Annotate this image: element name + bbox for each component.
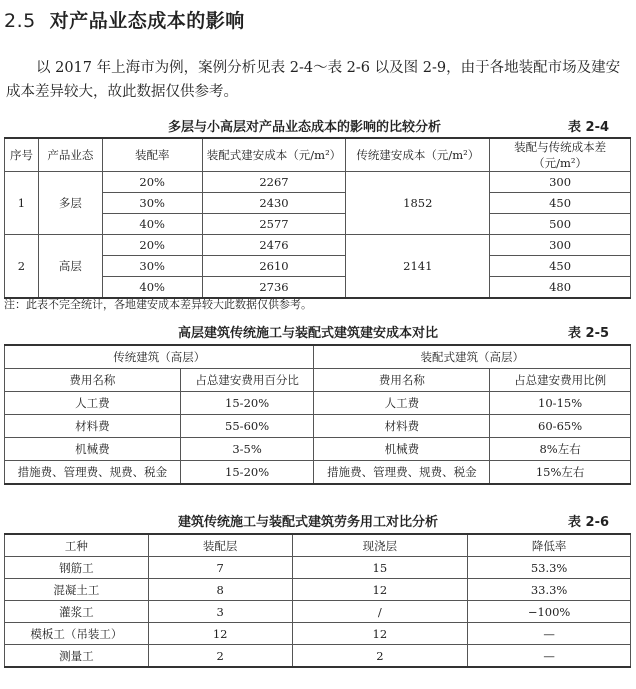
t3-cell: 测量工 — [5, 645, 149, 668]
table-row — [5, 438, 631, 461]
t1-traditional: 1852 — [346, 172, 490, 235]
t2-cell: 机械费 — [314, 438, 490, 461]
t3-cell: 2 — [148, 645, 292, 668]
table-row — [5, 645, 631, 668]
t3-cell: 12 — [148, 623, 292, 645]
table-row — [5, 235, 631, 256]
t1-cost: 2476 — [202, 235, 346, 256]
t1-type: 高层 — [38, 235, 102, 299]
t1-diff: 450 — [490, 193, 631, 214]
t2-cell: 15%左右 — [490, 461, 631, 485]
t2-group-header: 传统建筑（高层） — [5, 345, 314, 369]
t1-diff: 500 — [490, 214, 631, 235]
t2-cell: 8%左右 — [490, 438, 631, 461]
t1-header: 装配与传统成本差（元/m²） — [490, 138, 631, 172]
table-2-6 — [4, 533, 631, 668]
table-row — [5, 172, 631, 193]
t2-cell: 材料费 — [5, 415, 181, 438]
t3-cell: 2 — [292, 645, 468, 668]
t3-cell: 12 — [292, 623, 468, 645]
table1-note: 注：此表不完全统计，各地建安成本差异较大此数据仅供参考。 — [4, 298, 312, 311]
table-row — [5, 461, 631, 485]
t2-header: 费用名称 — [5, 369, 181, 392]
t3-cell: 模板工（吊装工） — [5, 623, 149, 645]
t3-cell: — — [468, 645, 631, 668]
table-row — [5, 392, 631, 415]
t3-cell: 15 — [292, 557, 468, 579]
table2-caption: 高层建筑传统施工与装配式建筑建安成本对比 — [178, 326, 439, 341]
t2-cell: 人工费 — [314, 392, 490, 415]
table-row — [5, 579, 631, 601]
t2-group-header: 装配式建筑（高层） — [314, 345, 631, 369]
t2-cell: 措施费、管理费、规费、税金 — [314, 461, 490, 485]
t3-header: 装配层 — [148, 534, 292, 557]
t1-header: 产品业态 — [38, 138, 102, 172]
section-number: 2.5 — [4, 10, 36, 32]
section-title: 对产品业态成本的影响 — [49, 10, 245, 32]
t2-cell: 人工费 — [5, 392, 181, 415]
t2-header: 占总建安费用比例 — [490, 369, 631, 392]
t3-cell: 混凝土工 — [5, 579, 149, 601]
table3-number: 表 2-6 — [568, 515, 610, 530]
t1-cost: 2736 — [202, 277, 346, 299]
t1-diff: 300 — [490, 172, 631, 193]
t1-diff: 300 — [490, 235, 631, 256]
t3-cell: 12 — [292, 579, 468, 601]
t1-traditional: 2141 — [346, 235, 490, 299]
t3-cell: 灌浆工 — [5, 601, 149, 623]
t3-header: 现浇层 — [292, 534, 468, 557]
t1-diff: 450 — [490, 256, 631, 277]
intro-paragraph: 以 2017 年上海市为例，案例分析见表 2-4～表 2-6 以及图 2-9，由于各地装配市场及建安成本差异较大，故此数据仅供参考。 — [6, 60, 621, 100]
t3-header: 工种 — [5, 534, 149, 557]
t1-header: 装配式建安成本（元/m²） — [202, 138, 346, 172]
t2-cell: 3-5% — [180, 438, 314, 461]
t2-cell: 材料费 — [314, 415, 490, 438]
t1-index: 2 — [5, 235, 39, 299]
t2-cell: 机械费 — [5, 438, 181, 461]
t2-cell: 60-65% — [490, 415, 631, 438]
t1-rate: 30% — [102, 193, 202, 214]
t1-cost: 2577 — [202, 214, 346, 235]
t3-cell: 8 — [148, 579, 292, 601]
t1-cost: 2610 — [202, 256, 346, 277]
t3-cell: 7 — [148, 557, 292, 579]
t1-type: 多层 — [38, 172, 102, 235]
t1-rate: 30% — [102, 256, 202, 277]
t3-cell: −100% — [468, 601, 631, 623]
table-row — [5, 601, 631, 623]
t3-cell: / — [292, 601, 468, 623]
table3-caption: 建筑传统施工与装配式建筑劳务用工对比分析 — [178, 515, 439, 530]
t2-header: 占总建安费用百分比 — [180, 369, 314, 392]
t2-cell: 15-20% — [180, 461, 314, 485]
t2-cell: 措施费、管理费、规费、税金 — [5, 461, 181, 485]
table1-number: 表 2-4 — [568, 120, 610, 135]
table-row — [5, 415, 631, 438]
t1-diff: 480 — [490, 277, 631, 299]
t1-header: 装配率 — [102, 138, 202, 172]
table1-caption: 多层与小高层对产品业态成本的影响的比较分析 — [168, 120, 442, 135]
t2-header: 费用名称 — [314, 369, 490, 392]
t3-cell: 33.3% — [468, 579, 631, 601]
t1-rate: 40% — [102, 214, 202, 235]
t1-rate: 20% — [102, 172, 202, 193]
t1-index: 1 — [5, 172, 39, 235]
t3-cell: 钢筋工 — [5, 557, 149, 579]
t1-cost: 2267 — [202, 172, 346, 193]
table-2-4 — [4, 137, 631, 299]
table-row — [5, 623, 631, 645]
t1-rate: 40% — [102, 277, 202, 299]
t1-rate: 20% — [102, 235, 202, 256]
table-2-5 — [4, 344, 631, 485]
t3-header: 降低率 — [468, 534, 631, 557]
table-row — [5, 557, 631, 579]
t2-cell: 55-60% — [180, 415, 314, 438]
t3-cell: 53.3% — [468, 557, 631, 579]
table2-number: 表 2-5 — [568, 326, 610, 341]
section-heading — [4, 6, 245, 33]
t3-cell: — — [468, 623, 631, 645]
t3-cell: 3 — [148, 601, 292, 623]
t1-cost: 2430 — [202, 193, 346, 214]
t1-header: 传统建安成本（元/m²） — [346, 138, 490, 172]
t1-header: 序号 — [5, 138, 39, 172]
t2-cell: 15-20% — [180, 392, 314, 415]
t2-cell: 10-15% — [490, 392, 631, 415]
